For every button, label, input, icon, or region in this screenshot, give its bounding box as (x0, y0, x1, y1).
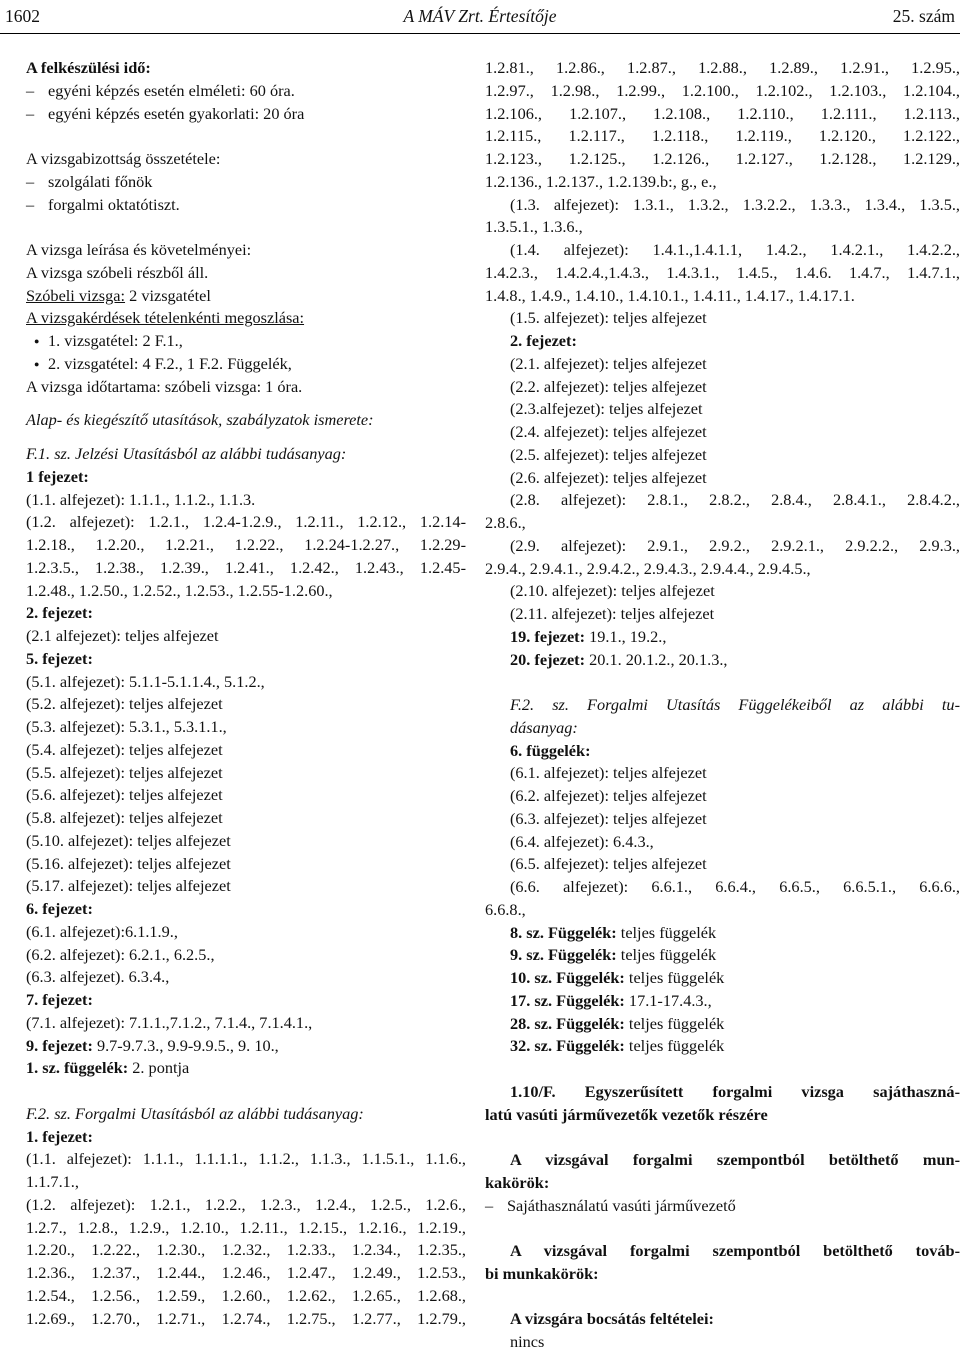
appendix-item (485, 1013, 960, 1036)
list-line: (5.10. alfejezet): teljes alfejezet (26, 830, 231, 850)
board-title: A vizsgabizottság összetétele: (26, 149, 221, 168)
appendix-item-value: teljes függelék (624, 1036, 725, 1056)
exam-oral-text: A vizsga szóbeli részből áll. (26, 262, 209, 282)
right-column (485, 57, 960, 1354)
list-line: (5.2. alfejezet): teljes alfejezet (26, 694, 223, 714)
list-line: 2. fejezet: (26, 603, 93, 623)
prep-item: – egyéni képzés esetén elméleti: 60 óra. (26, 80, 466, 103)
appendix-item (485, 1035, 960, 1058)
list-line: (1.1. alfejezet): 1.1.1., 1.1.1.1., 1.1.2., 1.1.3., 1.1.5.1., 1.1.6., (26, 1149, 466, 1169)
distribution-label: A vizsgakérdések tételenkénti megoszlása: (26, 308, 305, 328)
chapter-20-value: 20.1. 20.1.2., 20.1.3., (585, 649, 728, 669)
f2-continued-list (485, 57, 960, 626)
appendix-item (485, 944, 960, 967)
list-line: (1.4. alfejezet): 1.4.1.,1.4.1.1, 1.4.2., 1.4.2.1., 1.4.2.2., (510, 240, 960, 259)
list-line: (2.10. alfejezet): teljes alfejezet (510, 581, 715, 601)
appendix-6-list (485, 762, 960, 876)
prep-item: – egyéni képzés esetén gyakorlati: 20 óra (26, 103, 466, 126)
list-line: 1.2.69., 1.2.70., 1.2.71., 1.2.74., 1.2.75., 1.2.77., 1.2.79., (26, 1308, 466, 1328)
f1-title: F.1. sz. Jelzési Utasításból az alábbi tudásanyag: (26, 444, 347, 463)
chapter-20-label: 20. fejezet: (510, 649, 586, 669)
prep-title: A felkészülési idő: (26, 58, 151, 77)
list-line: 1.2.97., 1.2.98., 1.2.99., 1.2.100., 1.2.102., 1.2.103., 1.2.104., (485, 80, 960, 100)
list-line: 7. fejezet: (26, 990, 93, 1009)
page-number: 1602 (5, 6, 40, 26)
list-line: 1.2.81., 1.2.86., 1.2.87., 1.2.88., 1.2.89., 1.2.91., 1.2.95., (485, 58, 960, 77)
f2-list (26, 1126, 466, 1331)
list-line: (2.8. alfejezet): 2.8.1., 2.8.2., 2.8.4., 2.8.4.1., 2.8.4.2., (510, 490, 960, 510)
f2-title: F.2. sz. Forgalmi Utasításból az alábbi tudásanyag: (26, 1103, 364, 1123)
list-line: (1.2. alfejezet): 1.2.1., 1.2.4-1.2.9., 1.2.11., 1.2.12., 1.2.14- (26, 512, 466, 532)
list-line: 2.8.6., (485, 513, 526, 532)
chapter-9-value: 9.7-9.7.3., 9.9-9.9.5., 9. 10., (92, 1035, 279, 1055)
appendix-item (485, 967, 960, 990)
rules-title: Alap- és kiegészítő utasítások, szabályzatok ismerete: (26, 410, 374, 430)
appendix-6-title: 6. függelék: (510, 740, 591, 760)
list-line: (2.5. alfejezet): teljes alfejezet (510, 444, 707, 464)
appendix-6-6-cont: 6.6.8., (485, 899, 526, 919)
appendix-6-line: (6.3. alfejezet): teljes alfejezet (510, 808, 707, 828)
issue-number: 25. szám (892, 6, 955, 26)
appendix-6-line: (6.4. alfejezet): 6.4.3., (510, 831, 654, 851)
list-line: (5.6. alfejezet): teljes alfejezet (26, 785, 223, 805)
appendix-list (485, 922, 960, 1059)
further-jobs-title: A vizsgával forgalmi szempontból betölthető továb- (510, 1241, 960, 1260)
list-line: 1.1.7.1., (26, 1172, 79, 1191)
appendix-1-label: 1. sz. függelék: (26, 1058, 129, 1078)
topic-item: ● 2. vizsgatétel: 4 F.2., 1 F.2. Függelék, (26, 353, 466, 376)
list-line: 1.2.54., 1.2.56., 1.2.59., 1.2.60., 1.2.62., 1.2.65., 1.2.68., (26, 1285, 466, 1305)
list-line: 1.2.123., 1.2.125., 1.2.126., 1.2.127., 1.2.128., 1.2.129., (485, 149, 960, 168)
list-line: (5.16. alfejezet): teljes alfejezet (26, 853, 231, 873)
oral-exam-label: Szóbeli vizsga: (26, 285, 126, 305)
list-line: (2.11. alfejezet): teljes alfejezet (510, 604, 715, 623)
list-line: 1.3.5.1., 1.3.6., (485, 217, 583, 237)
list-line: (5.1. alfejezet): 5.1.1-5.1.1.4., 5.1.2., (26, 671, 265, 691)
admission-title: A vizsgára bocsátás feltételei: (510, 1309, 714, 1329)
list-line: (6.2. alfejezet): 6.2.1., 6.2.5., (26, 944, 215, 964)
chapter-19-value: 19.1., 19.2., (585, 626, 667, 646)
appendix-1-value: 2. pontja (128, 1058, 190, 1078)
list-line: (6.3. alfejezet). 6.3.4., (26, 967, 170, 987)
list-line: (6.1. alfejezet):6.1.1.9., (26, 921, 178, 941)
header-rule (0, 33, 960, 34)
list-line: 1. fejezet: (26, 1126, 93, 1146)
list-line: 1.2.7., 1.2.8., 1.2.9., 1.2.10., 1.2.11., 1.2.15., 1.2.16., 1.2.19., (26, 1217, 466, 1237)
list-line: 1.2.136., 1.2.137., 1.2.139.b:, g., e., (485, 171, 717, 191)
list-line: (5.3. alfejezet): 5.3.1., 5.3.1.1., (26, 717, 227, 736)
admission-value: nincs (510, 1332, 545, 1351)
list-line: (2.3.alfejezet): teljes alfejezet (510, 399, 703, 419)
exam-duration: A vizsga időtartama: szóbeli vizsga: 1 óra. (26, 376, 303, 396)
list-line: 5. fejezet: (26, 648, 93, 668)
list-line: (1.2. alfejezet): 1.2.1., 1.2.2., 1.2.3., 1.2.4., 1.2.5., 1.2.6., (26, 1194, 466, 1214)
publication-title: A MÁV Zrt. Értesítője (403, 6, 557, 26)
f1-list (26, 466, 466, 1035)
appendix-item-label: 28. sz. Függelék: (510, 1013, 625, 1033)
list-line: 2. fejezet: (510, 331, 577, 350)
topic-item: ● 1. vizsgatétel: 2 F.1., (26, 330, 466, 353)
appendix-item-label: 8. sz. Függelék: (510, 922, 617, 942)
left-column (26, 57, 466, 1330)
list-line: (2.2. alfejezet): teljes alfejezet (510, 376, 707, 396)
appendix-1-line (26, 1057, 466, 1080)
chapter-19-label: 19. fejezet: (510, 626, 586, 646)
list-line: (1.1. alfejezet): 1.1.1., 1.1.2., 1.1.3. (26, 489, 256, 509)
f2-appendix-title-cont: dásanyag: (510, 717, 578, 737)
list-line: 1.2.3.5., 1.2.38., 1.2.39., 1.2.41., 1.2.42., 1.2.43., 1.2.45- (26, 557, 466, 577)
list-line: (2.1. alfejezet): teljes alfejezet (510, 353, 707, 373)
list-line: 1.2.115., 1.2.117., 1.2.118., 1.2.119., 1.2.120., 1.2.122., (485, 126, 960, 146)
list-line: (2.1 alfejezet): teljes alfejezet (26, 626, 219, 645)
appendix-item-label: 32. sz. Függelék: (510, 1036, 625, 1056)
list-line: (2.4. alfejezet): teljes alfejezet (510, 422, 707, 441)
jobs-item: – Sajáthasználatú vasúti járművezető (485, 1195, 960, 1218)
list-line: (2.6. alfejezet): teljes alfejezet (510, 467, 707, 487)
appendix-item (485, 990, 960, 1013)
board-item: – forgalmi oktatótiszt. (26, 194, 466, 217)
jobs-title-cont: kakörök: (485, 1172, 550, 1192)
exam-title: A vizsga leírása és követelményei: (26, 240, 252, 259)
chapter-20-line (485, 649, 960, 672)
list-line: 6. fejezet: (26, 899, 93, 918)
list-line: 1.2.106., 1.2.107., 1.2.108., 1.2.110., 1.2.111., 1.2.113., (485, 103, 960, 123)
chapter-9-line (26, 1035, 466, 1058)
section-title: 1.10/F. Egyszerűsített forgalmi vizsga sajáthaszná- (510, 1081, 960, 1101)
page-header (0, 0, 960, 36)
list-line: (5.5. alfejezet): teljes alfejezet (26, 762, 223, 782)
appendix-item-label: 10. sz. Függelék: (510, 968, 625, 987)
list-line: (5.8. alfejezet): teljes alfejezet (26, 808, 223, 827)
oral-exam-line (26, 285, 466, 308)
jobs-title: A vizsgával forgalmi szempontból betölthető mun- (510, 1150, 960, 1169)
appendix-item-label: 17. sz. Függelék: (510, 990, 625, 1010)
list-line: (5.17. alfejezet): teljes alfejezet (26, 876, 231, 896)
f2-appendix-title: F.2. sz. Forgalmi Utasítás Függelékeiből az alábbi tu- (510, 695, 960, 714)
chapter-19-line (485, 626, 960, 649)
list-line: 1 fejezet: (26, 466, 89, 486)
appendix-item (485, 922, 960, 945)
list-line: (5.4. alfejezet): teljes alfejezet (26, 739, 223, 759)
appendix-6-line: (6.1. alfejezet): teljes alfejezet (510, 763, 707, 783)
appendix-item-value: teljes függelék (624, 1013, 725, 1033)
list-line: 2.9.4., 2.9.4.1., 2.9.4.2., 2.9.4.3., 2.9.4.4., 2.9.4.5., (485, 558, 811, 578)
oral-exam-value: 2 vizsgatétel (125, 285, 211, 305)
list-line: (7.1. alfejezet): 7.1.1.,7.1.2., 7.1.4., 7.1.4.1., (26, 1012, 313, 1032)
appendix-item-label: 9. sz. Függelék: (510, 945, 617, 965)
appendix-item-value: teljes függelék (616, 922, 717, 942)
further-jobs-title-cont: bi munkakörök: (485, 1263, 599, 1283)
appendix-item-value: teljes függelék (616, 945, 717, 965)
appendix-6-line: (6.5. alfejezet): teljes alfejezet (510, 854, 707, 874)
list-line: 1.4.2.3., 1.4.2.4.,1.4.3., 1.4.3.1., 1.4.5., 1.4.6. 1.4.7., 1.4.7.1., (485, 262, 960, 282)
list-line: 1.2.36., 1.2.37., 1.2.44., 1.2.46., 1.2.47., 1.2.49., 1.2.53., (26, 1263, 466, 1282)
chapter-9-label: 9. fejezet: (26, 1035, 93, 1055)
section-title-cont: latú vasúti járművezetők vezetők részére (485, 1104, 768, 1124)
appendix-6-6-line: (6.6. alfejezet): 6.6.1., 6.6.4., 6.6.5., 6.6.5.1., 6.6.6., (510, 877, 960, 896)
list-line: 1.2.48., 1.2.50., 1.2.52., 1.2.53., 1.2.55-1.2.60., (26, 580, 333, 600)
board-item: – szolgálati főnök (26, 171, 466, 194)
list-line: 1.4.8., 1.4.9., 1.4.10., 1.4.10.1., 1.4.11., 1.4.17., 1.4.17.1. (485, 285, 855, 305)
list-line: (1.3. alfejezet): 1.3.1., 1.3.2., 1.3.2.2., 1.3.3., 1.3.4., 1.3.5., (510, 194, 960, 214)
list-line: 1.2.20., 1.2.22., 1.2.30., 1.2.32., 1.2.33., 1.2.34., 1.2.35., (26, 1240, 466, 1260)
appendix-item-value: 17.1-17.4.3., (624, 990, 712, 1010)
list-line: (1.5. alfejezet): teljes alfejezet (510, 308, 707, 328)
appendix-6-line: (6.2. alfejezet): teljes alfejezet (510, 786, 707, 805)
list-line: (2.9. alfejezet): 2.9.1., 2.9.2., 2.9.2.1., 2.9.2.2., 2.9.3., (510, 535, 960, 555)
list-line: 1.2.18., 1.2.20., 1.2.21., 1.2.22., 1.2.24-1.2.27., 1.2.29- (26, 535, 466, 554)
appendix-item-value: teljes függelék (624, 968, 725, 987)
